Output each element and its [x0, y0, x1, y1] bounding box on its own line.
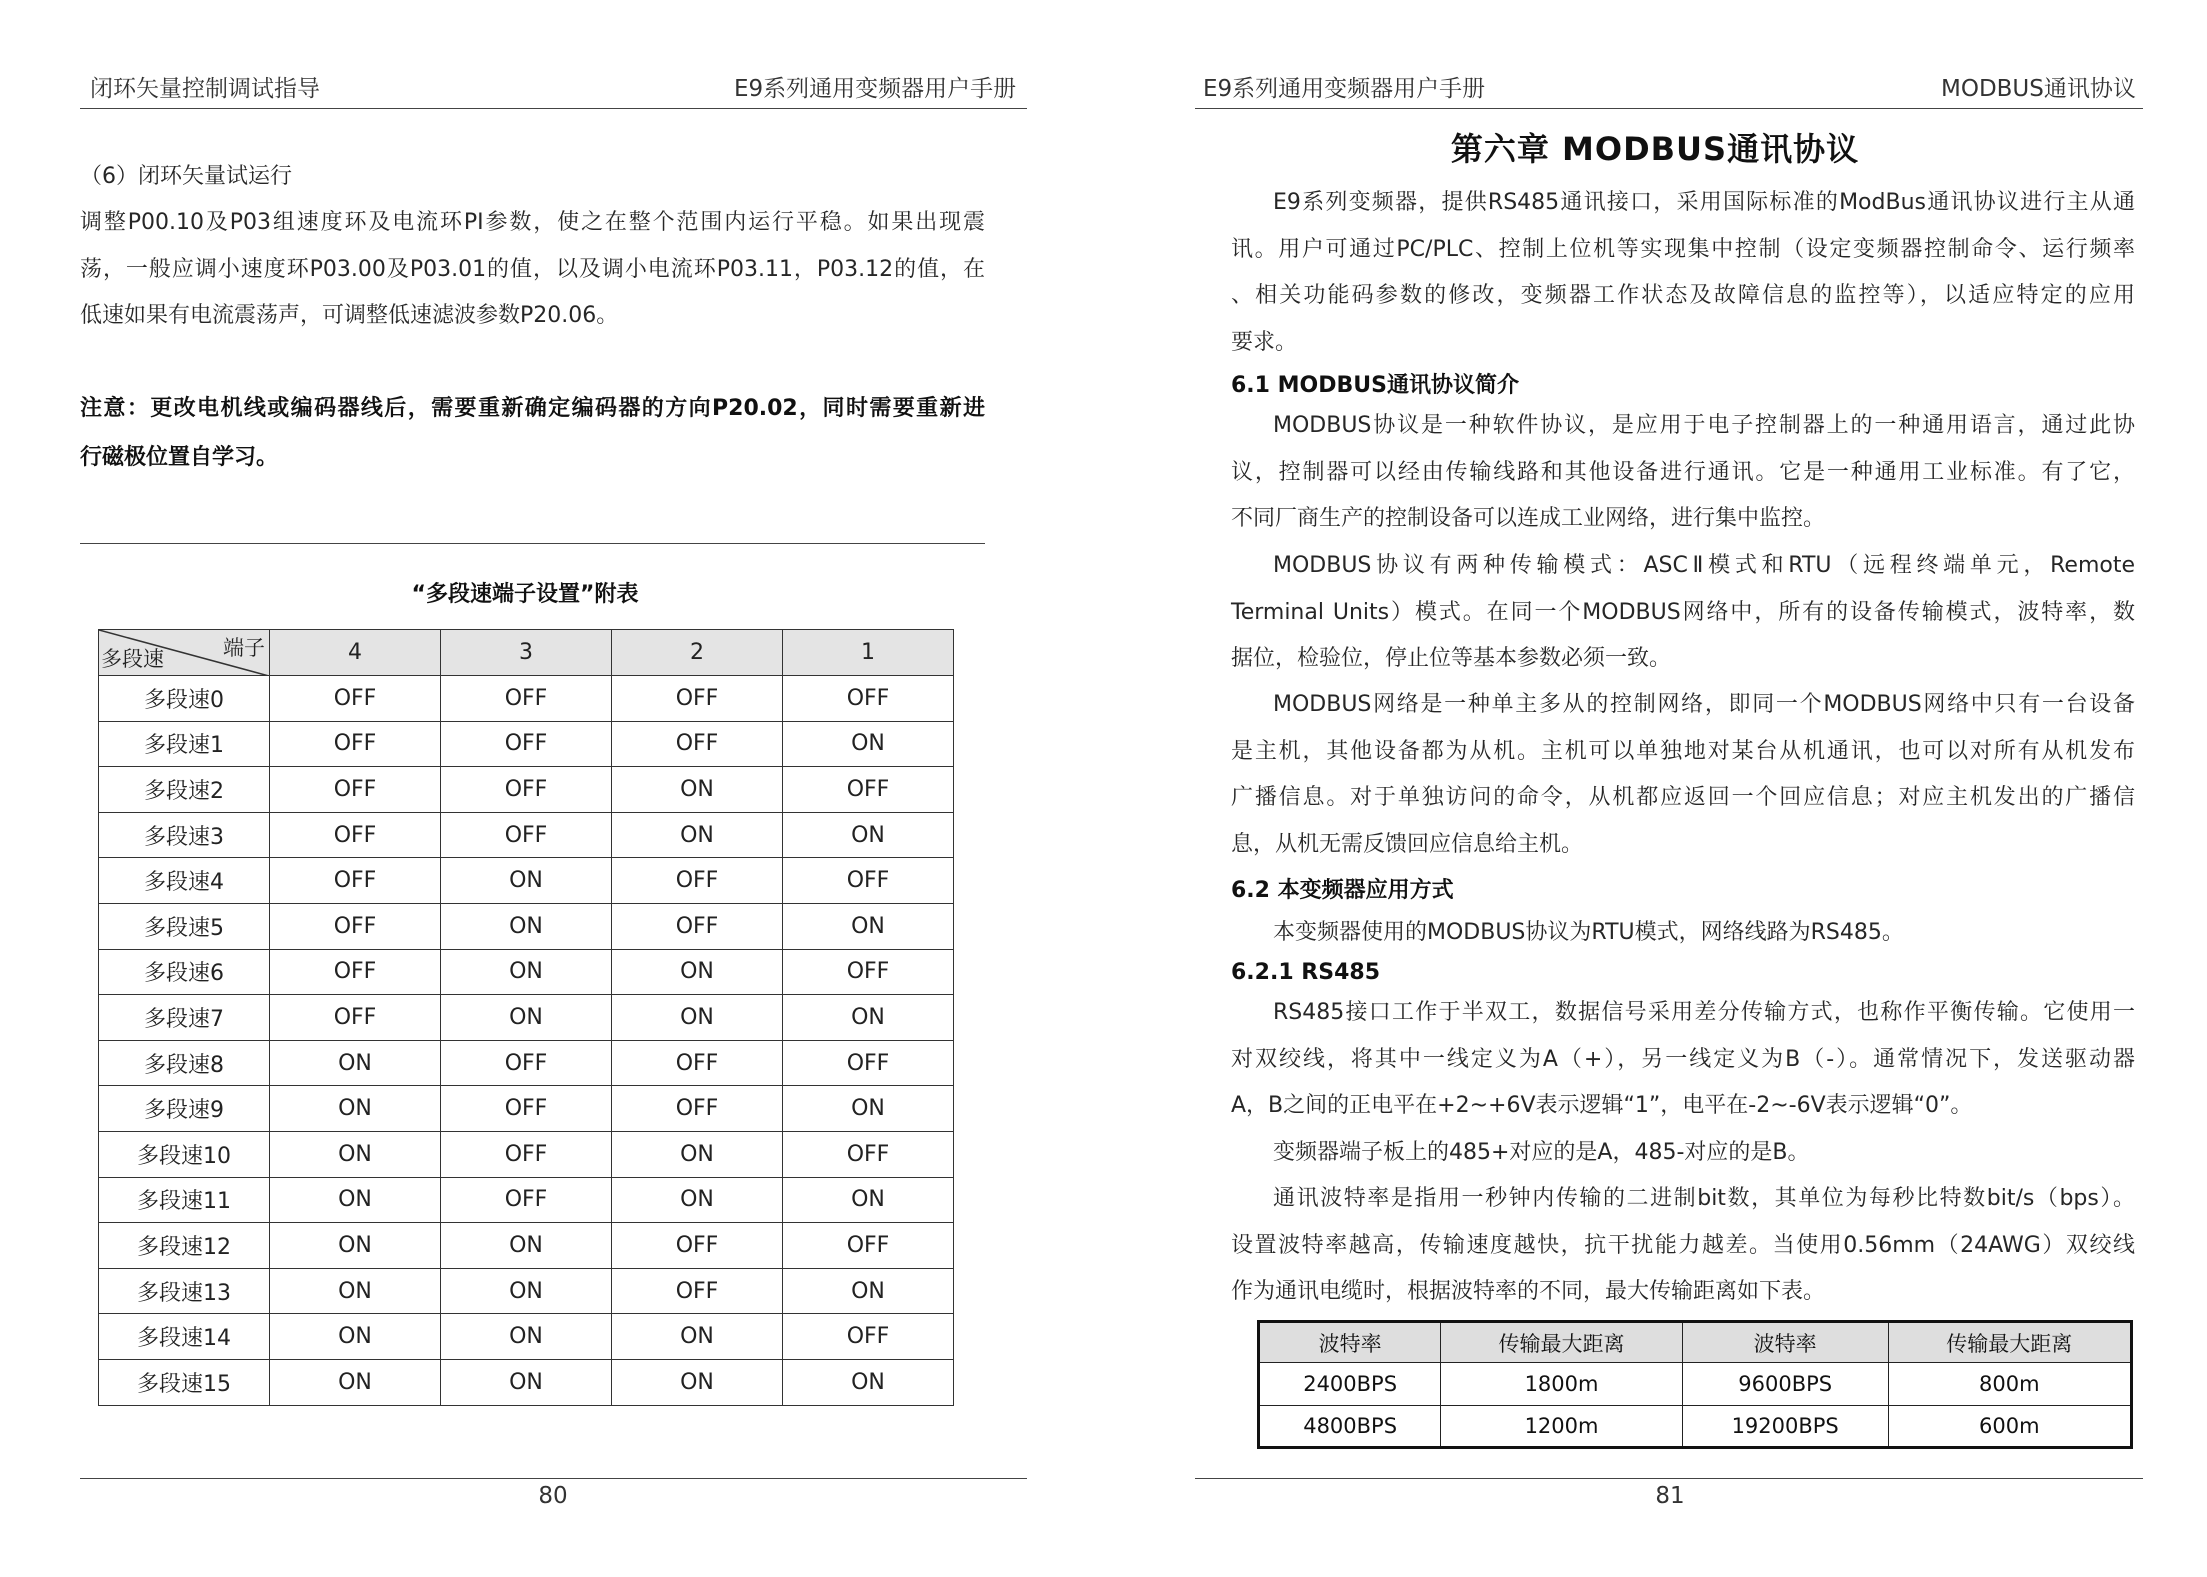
terminal-state-cell: ON: [783, 1086, 954, 1132]
terminal-state-cell: ON: [270, 1040, 441, 1086]
chapter-title: 第六章 MODBUS通讯协议: [1450, 130, 1860, 168]
table-row: [99, 858, 954, 904]
terminal-state-cell: OFF: [441, 812, 612, 858]
table-row: [99, 1359, 954, 1405]
sec61-paragraph-1: [1231, 403, 2135, 543]
terminal-state-cell: OFF: [612, 858, 783, 904]
table-row: [99, 1131, 954, 1177]
terminal-state-cell: ON: [783, 995, 954, 1041]
terminal-state-cell: ON: [783, 812, 954, 858]
sec61-p1-line-1: MODBUS协议是一种软件协议，是应用于电子控制器上的一种通用语言，通过此协: [1273, 413, 2135, 438]
terminal-state-cell: ON: [441, 995, 612, 1041]
terminal-state-cell: ON: [783, 903, 954, 949]
rs485-paragraph-3: [1231, 1176, 2135, 1316]
terminal-state-cell: OFF: [783, 767, 954, 813]
intro-paragraph: [1231, 180, 2135, 366]
terminal-state-cell: OFF: [612, 1086, 783, 1132]
terminal-state-cell: ON: [441, 1268, 612, 1314]
rs485-p1-line-1: RS485接口工作于半双工，数据信号采用差分传输方式，也称作平衡传输。它使用一: [1273, 1000, 2135, 1025]
terminal-state-cell: OFF: [441, 767, 612, 813]
left-header-title: 闭环矢量控制调试指导: [90, 76, 320, 102]
baud-cell: 1800m: [1441, 1363, 1683, 1406]
terminal-state-cell: ON: [270, 1131, 441, 1177]
trial-run-paragraph: [80, 200, 985, 340]
terminal-state-cell: OFF: [441, 1131, 612, 1177]
table-row: [99, 949, 954, 995]
speed-label-cell: 多段速4: [99, 858, 270, 904]
sec62-text: 本变频器使用的MODBUS协议为RTU模式，网络线路为RS485。: [1273, 920, 1904, 945]
speed-label-cell: 多段速5: [99, 903, 270, 949]
speed-label-cell: 多段速10: [99, 1131, 270, 1177]
terminal-state-cell: OFF: [441, 1086, 612, 1132]
section-6-2-1-title: 6.2.1 RS485: [1231, 960, 1381, 985]
terminal-state-cell: OFF: [270, 676, 441, 722]
note-line-1: 注意：更改电机线或编码器线后，需要重新确定编码器的方向P20.02，同时需要重新进: [80, 396, 985, 421]
speed-label-cell: 多段速13: [99, 1268, 270, 1314]
terminal-state-cell: ON: [783, 721, 954, 767]
multi-speed-table-title: “多段速端子设置”附表: [411, 582, 639, 607]
terminal-state-cell: OFF: [783, 1040, 954, 1086]
baud-header-distance-1: 传输最大距离: [1441, 1322, 1683, 1363]
speed-label-cell: 多段速6: [99, 949, 270, 995]
table-row: [99, 676, 954, 722]
terminal-state-cell: OFF: [783, 949, 954, 995]
intro-line-4: 要求。: [1231, 329, 1298, 355]
table-row: [99, 903, 954, 949]
baud-cell: 9600BPS: [1682, 1363, 1888, 1406]
table-row: [99, 812, 954, 858]
table-row: [1259, 1406, 2132, 1448]
terminal-state-cell: OFF: [441, 676, 612, 722]
terminal-state-cell: OFF: [441, 1040, 612, 1086]
section-6-1-title: 6.1 MODBUS通讯协议简介: [1231, 373, 1519, 398]
rs485-paragraph-2: 变频器端子板上的485+对应的是A，485-对应的是B。: [1273, 1140, 1810, 1165]
terminal-state-cell: ON: [441, 1314, 612, 1360]
terminal-state-cell: ON: [441, 1359, 612, 1405]
terminal-state-cell: OFF: [270, 812, 441, 858]
speed-label-cell: 多段速9: [99, 1086, 270, 1132]
terminal-state-cell: OFF: [612, 903, 783, 949]
column-header-3: 3: [441, 630, 612, 676]
table-row: [99, 1268, 954, 1314]
terminal-state-cell: ON: [441, 858, 612, 904]
terminal-state-cell: ON: [270, 1268, 441, 1314]
terminal-state-cell: OFF: [612, 1268, 783, 1314]
speed-label-cell: 多段速1: [99, 721, 270, 767]
terminal-state-cell: ON: [612, 1131, 783, 1177]
terminal-state-cell: ON: [612, 949, 783, 995]
rs485-p3-line-2: 设置波特率越高，传输速度越快，抗干扰能力越差。当使用0.56mm（24AWG）双绞线: [1231, 1232, 2135, 1258]
table-row: [99, 1314, 954, 1360]
trial-line-3: 低速如果有电流震荡声，可调整低速滤波参数P20.06。: [80, 303, 619, 328]
sec61-p3-line-1: MODBUS网络是一种单主多从的控制网络，即同一个MODBUS网络中只有一台设备: [1273, 692, 2135, 717]
trial-line-1: 调整P00.10及P03组速度环及电流环PI参数，使之在整个范围内运行平稳。如果出现震: [80, 210, 985, 235]
sec61-p2-line-2: Terminal Units）模式。在同一个MODBUS网络中，所有的设备传输模式，波特率，数: [1231, 599, 2135, 625]
terminal-state-cell: OFF: [783, 1223, 954, 1269]
corner-label-speed: 多段速: [101, 647, 164, 671]
terminal-state-cell: OFF: [783, 858, 954, 904]
terminal-state-cell: ON: [612, 1177, 783, 1223]
column-header-1: 1: [783, 630, 954, 676]
speed-label-cell: 多段速0: [99, 676, 270, 722]
terminal-state-cell: OFF: [270, 721, 441, 767]
terminal-state-cell: OFF: [612, 676, 783, 722]
terminal-state-cell: OFF: [612, 721, 783, 767]
table-row: [99, 767, 954, 813]
multi-speed-table: [98, 629, 954, 1406]
terminal-state-cell: ON: [783, 1359, 954, 1405]
rs485-p1-line-2: 对双绞线，将其中一线定义为A（+），另一线定义为B（-）。通常情况下，发送驱动器: [1231, 1046, 2135, 1072]
terminal-state-cell: ON: [270, 1177, 441, 1223]
sec61-p3-line-2: 是主机，其他设备都为从机。主机可以单独地对某台从机通讯，也可以对所有从机发布: [1231, 738, 2135, 764]
terminal-state-cell: OFF: [612, 1040, 783, 1086]
terminal-state-cell: OFF: [783, 1131, 954, 1177]
terminal-state-cell: ON: [270, 1223, 441, 1269]
trial-run-heading: （6）闭环矢量试运行: [80, 164, 292, 189]
left-header-manual: E9系列通用变频器用户手册: [734, 76, 1017, 102]
terminal-state-cell: OFF: [270, 903, 441, 949]
terminal-state-cell: ON: [612, 1314, 783, 1360]
table-row: [99, 721, 954, 767]
speed-label-cell: 多段速14: [99, 1314, 270, 1360]
terminal-state-cell: OFF: [270, 858, 441, 904]
rs485-p3-line-1: 通讯波特率是指用一秒钟内传输的二进制bit数，其单位为每秒比特数bit/s（bps）。: [1273, 1186, 2135, 1211]
multi-speed-table-body: [99, 676, 954, 1406]
left-page-number: 80: [538, 1483, 568, 1509]
table-corner-cell: [99, 630, 270, 676]
baud-header-rate-2: 波特率: [1682, 1322, 1888, 1363]
sec61-paragraph-3: [1231, 682, 2135, 868]
rs485-p3-line-3: 作为通讯电缆时，根据波特率的不同，最大传输距离如下表。: [1231, 1279, 1826, 1304]
table-row: [1259, 1363, 2132, 1406]
terminal-state-cell: OFF: [441, 721, 612, 767]
column-header-2: 2: [612, 630, 783, 676]
right-footer-rule: [1195, 1478, 2143, 1479]
right-header-chapter: MODBUS通讯协议: [1941, 76, 2136, 102]
terminal-state-cell: ON: [783, 1177, 954, 1223]
terminal-state-cell: ON: [270, 1086, 441, 1132]
left-page: [0, 0, 1103, 1577]
terminal-state-cell: ON: [612, 1359, 783, 1405]
terminal-state-cell: ON: [441, 903, 612, 949]
table-row: [99, 1177, 954, 1223]
speed-label-cell: 多段速15: [99, 1359, 270, 1405]
rs485-p1-line-3: A，B之间的正电平在+2~+6V表示逻辑“1”，电平在-2~-6V表示逻辑“0”。: [1231, 1093, 1973, 1118]
baud-cell: 1200m: [1441, 1406, 1683, 1448]
sec61-p2-line-3: 据位，检验位，停止位等基本参数必须一致。: [1231, 646, 1672, 671]
baud-cell: 4800BPS: [1259, 1406, 1441, 1448]
section-6-2-title: 6.2 本变频器应用方式: [1231, 878, 1454, 903]
right-header-manual: E9系列通用变频器用户手册: [1203, 76, 1486, 102]
left-footer-rule: [80, 1478, 1027, 1479]
speed-label-cell: 多段速11: [99, 1177, 270, 1223]
rs485-paragraph-1: [1231, 990, 2135, 1130]
left-header-rule: [80, 108, 1027, 109]
baud-cell: 19200BPS: [1682, 1406, 1888, 1448]
section-divider: [80, 543, 985, 544]
terminal-state-cell: OFF: [612, 1223, 783, 1269]
intro-line-3: 、相关功能码参数的修改，变频器工作状态及故障信息的监控等），以适应特定的应用: [1231, 283, 2135, 308]
sec61-paragraph-2: [1231, 543, 2135, 683]
table-row: [99, 995, 954, 1041]
terminal-state-cell: OFF: [441, 1177, 612, 1223]
terminal-state-cell: OFF: [783, 676, 954, 722]
terminal-state-cell: ON: [612, 812, 783, 858]
sec61-p1-line-3: 不同厂商生产的控制设备可以连成工业网络，进行集中监控。: [1231, 506, 1826, 531]
intro-line-2: 讯。用户可通过PC/PLC、控制上位机等实现集中控制（设定变频器控制命令、运行频率: [1231, 236, 2135, 262]
terminal-state-cell: ON: [441, 949, 612, 995]
right-page-number: 81: [1655, 1483, 1685, 1509]
terminal-state-cell: ON: [783, 1268, 954, 1314]
table-row: [99, 1086, 954, 1132]
terminal-state-cell: ON: [612, 767, 783, 813]
baud-header-rate-1: 波特率: [1259, 1322, 1441, 1363]
right-page: [1103, 0, 2207, 1577]
terminal-state-cell: OFF: [270, 949, 441, 995]
intro-line-1: E9系列变频器，提供RS485通讯接口，采用国际标准的ModBus通讯协议进行主从通: [1273, 190, 2135, 215]
terminal-state-cell: ON: [270, 1314, 441, 1360]
terminal-state-cell: OFF: [270, 767, 441, 813]
note-line-2: 行磁极位置自学习。: [80, 445, 279, 470]
table-row: [99, 1040, 954, 1086]
speed-label-cell: 多段速3: [99, 812, 270, 858]
corner-label-terminal: 端子: [223, 636, 265, 660]
terminal-state-cell: ON: [612, 995, 783, 1041]
baud-cell: 600m: [1888, 1406, 2131, 1448]
speed-label-cell: 多段速2: [99, 767, 270, 813]
column-header-4: 4: [270, 630, 441, 676]
right-header-rule: [1195, 108, 2143, 109]
table-row: [99, 1223, 954, 1269]
speed-label-cell: 多段速8: [99, 1040, 270, 1086]
speed-label-cell: 多段速12: [99, 1223, 270, 1269]
terminal-state-cell: OFF: [783, 1314, 954, 1360]
baud-header-distance-2: 传输最大距离: [1888, 1322, 2131, 1363]
terminal-state-cell: ON: [441, 1223, 612, 1269]
terminal-state-cell: ON: [270, 1359, 441, 1405]
speed-label-cell: 多段速7: [99, 995, 270, 1041]
baud-cell: 2400BPS: [1259, 1363, 1441, 1406]
baud-rate-table: [1257, 1320, 2133, 1449]
sec61-p1-line-2: 议，控制器可以经由传输线路和其他设备进行通讯。它是一种通用工业标准。有了它，: [1231, 459, 2135, 485]
trial-line-2: 荡，一般应调小速度环P03.00及P03.01的值，以及调小电流环P03.11，P03.12的值，在: [80, 256, 985, 282]
baud-cell: 800m: [1888, 1363, 2131, 1406]
sec61-p3-line-4: 息，从机无需反馈回应信息给主机。: [1231, 831, 1584, 857]
terminal-state-cell: OFF: [270, 995, 441, 1041]
note-paragraph: [80, 384, 985, 482]
sec61-p3-line-3: 广播信息。对于单独访问的命令，从机都应返回一个回应信息；对应主机发出的广播信: [1231, 785, 2135, 810]
sec61-p2-line-1: MODBUS协议有两种传输模式：ASCⅡ模式和RTU（远程终端单元，Remote: [1273, 553, 2135, 578]
